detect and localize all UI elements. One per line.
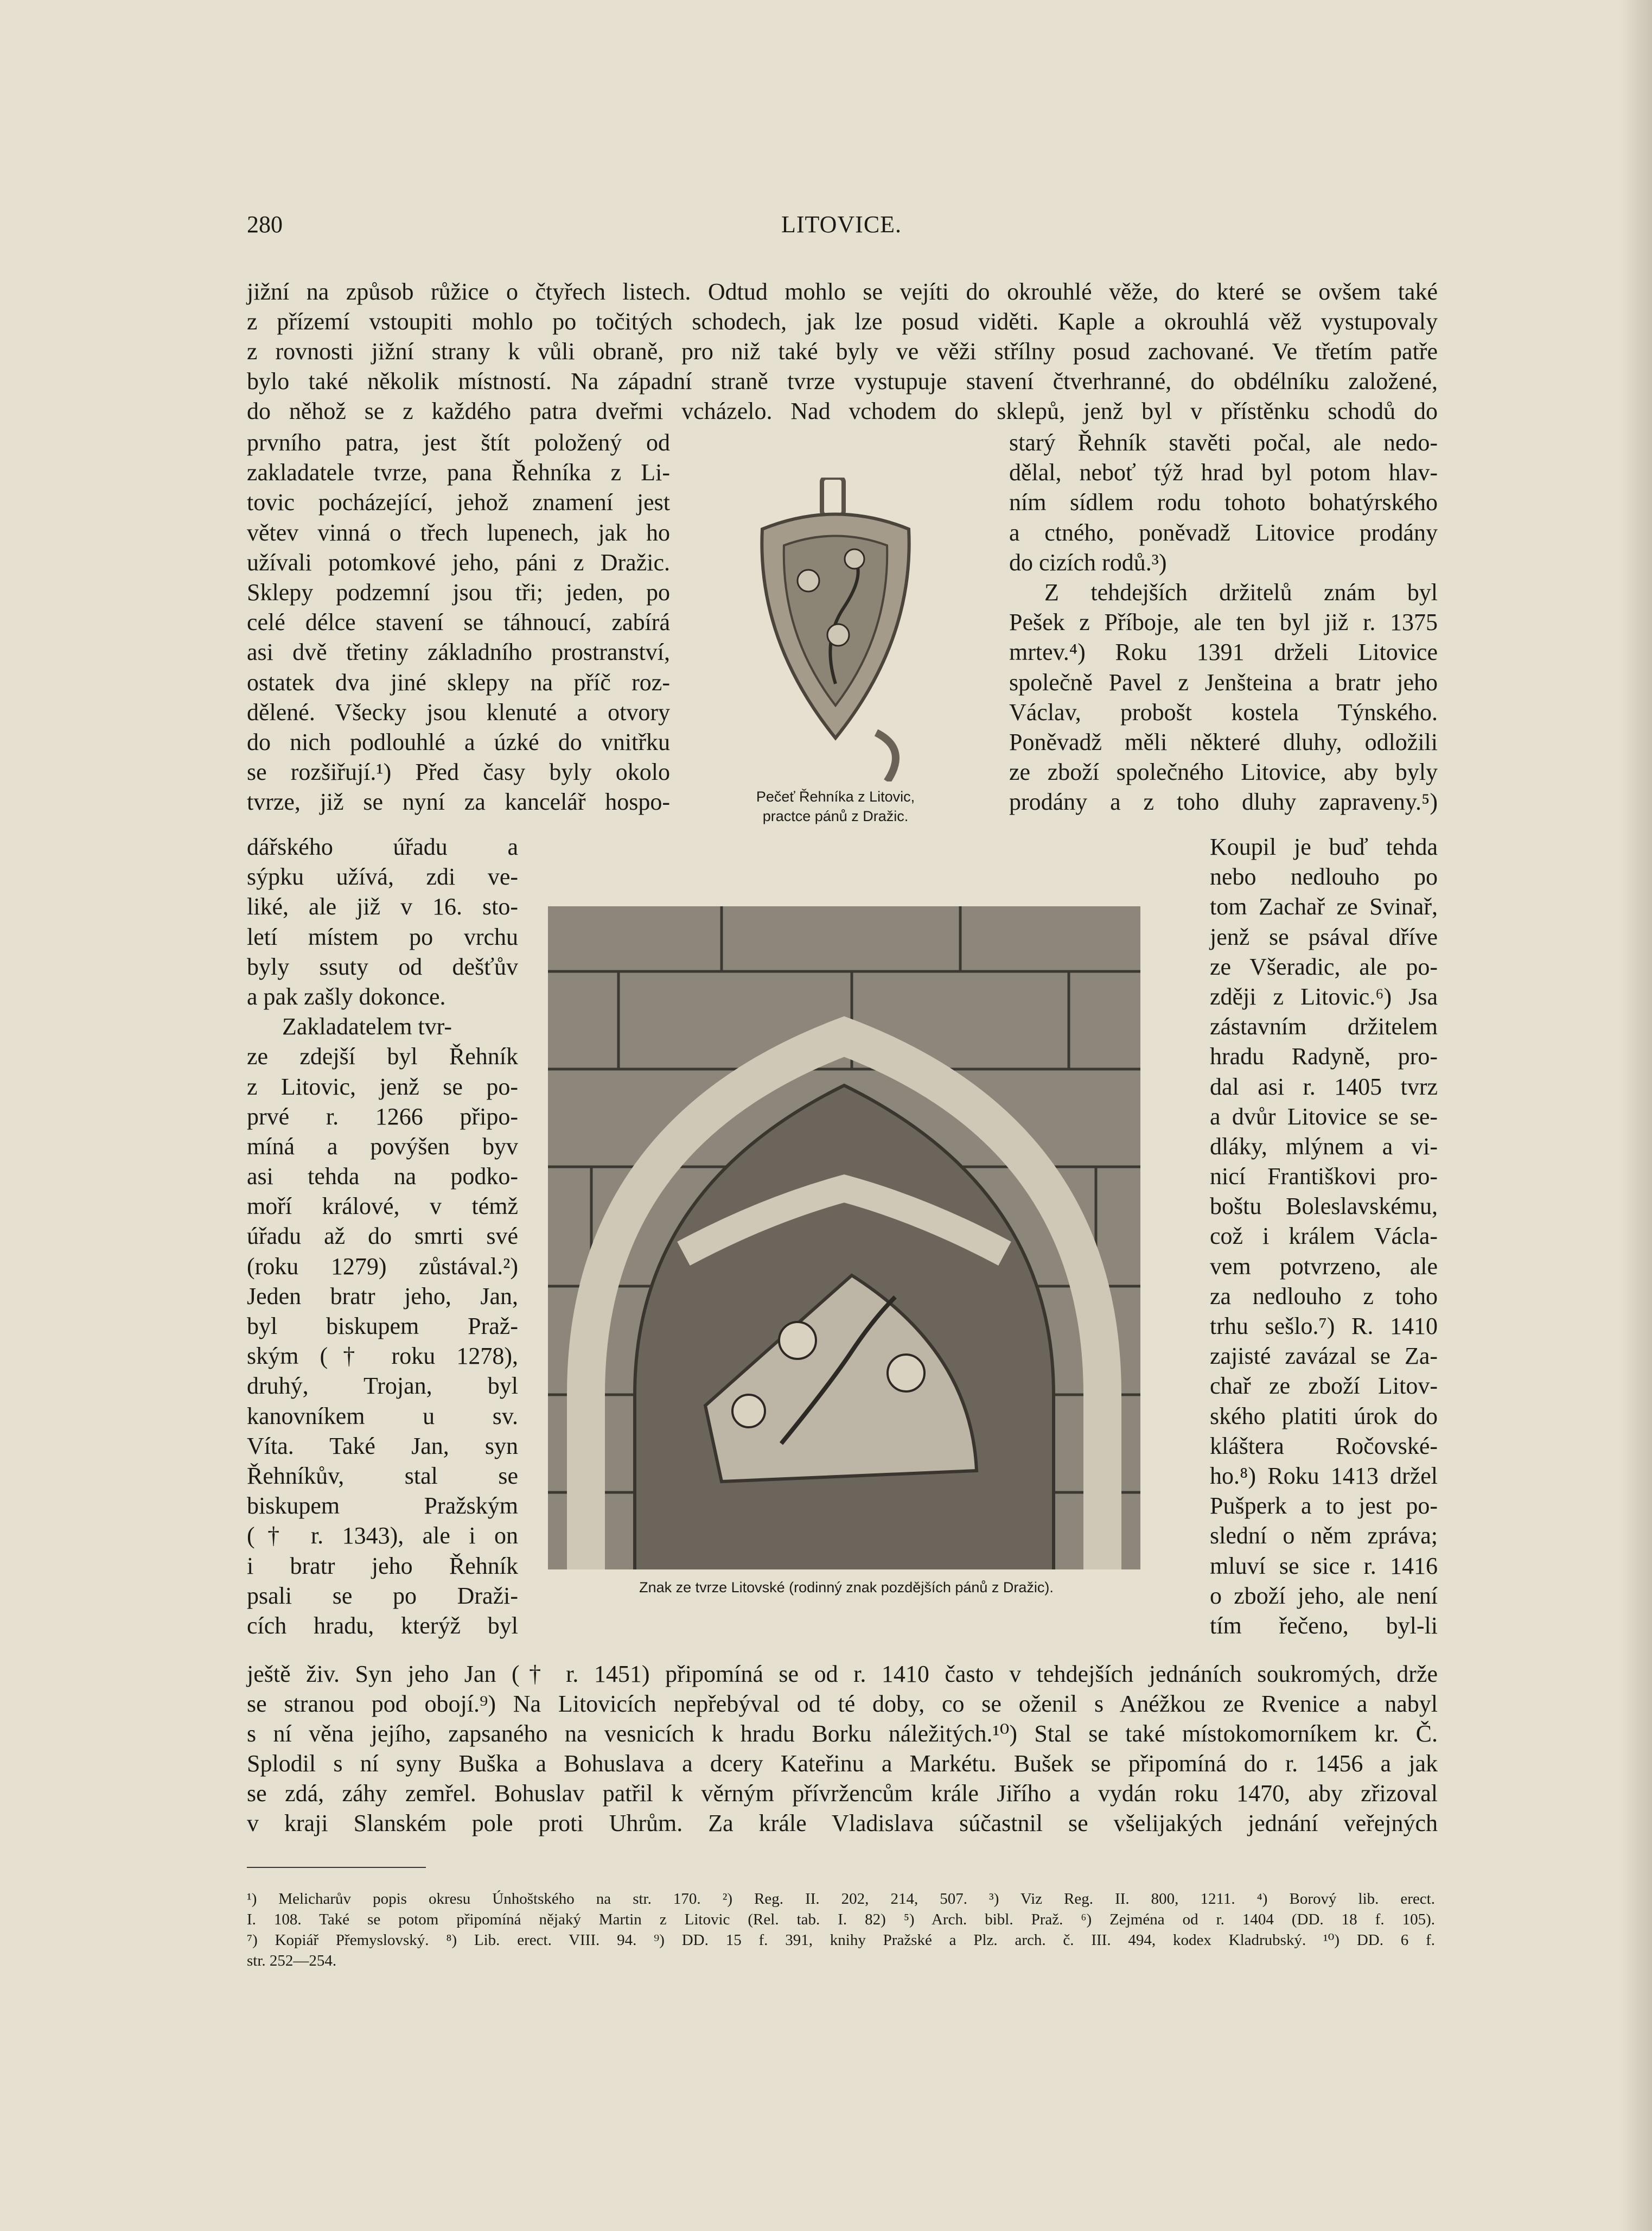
running-title: LITOVICE. xyxy=(781,211,902,238)
text-line: do něhož se z každého patra dveřmi vcházelo. Nad vchodem do sklepů, jenž byl v přístěnku schodů do xyxy=(247,398,1438,424)
left-column-upper xyxy=(247,428,670,817)
text-line: Řehníkův, stal se xyxy=(247,1462,518,1489)
text-line: tvrze, již se nyní za kancelář hospo- xyxy=(247,789,670,816)
text-line: tom Zachař ze Svinař, xyxy=(1210,893,1438,920)
text-line: s ní věna jejího, zapsaného na vesnicích k hradu Borku náležitých.¹⁰) Stal se také místokomorníkem kr. Č. xyxy=(247,1720,1438,1747)
text-line: Pešek z Příboje, ale ten byl již r. 1375 xyxy=(1009,609,1438,636)
text-line: a pak zašly dokonce. xyxy=(247,983,446,1010)
text-line: a dvůr Litovice se se- xyxy=(1210,1103,1438,1130)
top-paragraph xyxy=(247,277,1438,426)
caption-line: practce pánů z Dražic. xyxy=(762,808,909,824)
text-line: dělal, neboť týž hrad byl potom hlav- xyxy=(1009,459,1438,486)
text-line: chař ze zboží Litov- xyxy=(1210,1372,1438,1400)
text-line: sýpku užívá, zdi ve- xyxy=(247,863,518,891)
text-line: ho.⁸) Roku 1413 držel xyxy=(1210,1462,1438,1489)
text-line: z Litovic, jenž se po- xyxy=(247,1073,518,1100)
footnotes xyxy=(247,1889,1435,1971)
footnote-line: str. 252—254. xyxy=(247,1952,337,1969)
text-line: ze zboží společného Litovice, aby byly xyxy=(1009,759,1438,786)
text-line: mrtev.⁴) Roku 1391 drželi Litovice xyxy=(1009,639,1438,666)
text-line: i bratr jeho Řehník xyxy=(247,1552,518,1579)
relief-illustration xyxy=(548,906,1140,1569)
text-line: ského platiti úrok do xyxy=(1210,1402,1438,1429)
text-line: úřadu až do smrti své xyxy=(247,1223,518,1250)
text-line: zakladatele tvrze, pana Řehníka z Li- xyxy=(247,459,670,486)
text-line: větev vinná o třech lupenech, jak ho xyxy=(247,519,670,546)
text-line: tovic pocházející, jehož znamení jest xyxy=(247,489,670,516)
text-line: o zboží jeho, ale není xyxy=(1210,1582,1438,1609)
text-line: asi dvě třetiny základního prostranství, xyxy=(247,639,670,666)
text-line: zději z Litovic.⁶) Jsa xyxy=(1210,983,1438,1010)
text-line: zástavním držitelem xyxy=(1210,1013,1438,1040)
bottom-paragraph xyxy=(247,1659,1438,1838)
text-line: jenž se psával dříve xyxy=(1210,923,1438,950)
text-line: moří králové, v témž xyxy=(247,1193,518,1220)
text-line: ze zdejší byl Řehník xyxy=(247,1043,518,1070)
text-line: z přízemí vstoupiti mohlo po točitých schodech, jak lze posud viděti. Kaple a okrouhlá věž vystupovaly xyxy=(247,308,1438,335)
text-line: (roku 1279) zůstával.²) xyxy=(247,1253,518,1280)
text-line: ním sídlem rodu tohoto bohatýrského xyxy=(1009,489,1438,516)
text-line: celé délce stavení se táhnoucí, zabírá xyxy=(247,609,670,636)
text-line: kláštera Ročovské- xyxy=(1210,1432,1438,1459)
text-line: prvního patra, jest štít položený od xyxy=(247,429,670,456)
text-line: do nich podlouhlé a úzké do vnitřku xyxy=(247,728,670,755)
text-line: ještě živ. Syn jeho Jan († r. 1451) připomíná se od r. 1410 často v tehdejších jednáních soukromých, drže xyxy=(247,1661,1438,1687)
text-line: Zakladatelem tvr- xyxy=(282,1013,452,1040)
text-line: druhý, Trojan, byl xyxy=(247,1372,518,1400)
text-line: prodány a z toho dluhy zapraveny.⁵) xyxy=(1009,789,1438,816)
text-line: tím řečeno, byl-li xyxy=(1210,1612,1438,1639)
text-line: se zdá, záhy zemřel. Bohuslav patřil k věrným přívržencům krále Jiřího a vydán roku 1470, aby zřizoval xyxy=(247,1780,1438,1807)
text-line: jižní na způsob růžice o čtyřech listech. Odtud mohlo se vejíti do okrouhlé věže, do které se ovšem také xyxy=(247,278,1438,305)
footnote-line: I. 108. Také se potom připomíná nějaký Martin z Litovic (Rel. tab. I. 82) ⁵) Arch. bibl. Praž. ⁶) Zejména od r. 1404 (DD. 18 f. 105). xyxy=(247,1911,1435,1928)
text-line: Koupil je buď tehda xyxy=(1210,834,1438,860)
seal-caption xyxy=(700,787,971,826)
text-line: Václav, probošt kostela Týnského. xyxy=(1009,698,1438,726)
text-line: a ctného, poněvadž Litovice prodány xyxy=(1009,519,1438,546)
right-column-upper xyxy=(1009,428,1438,817)
text-line: Pušperk a to jest po- xyxy=(1210,1492,1438,1520)
text-line: letí místem po vrchu xyxy=(247,923,518,950)
text-line: cích hradu, kterýž byl xyxy=(247,1612,518,1639)
text-line: do cizích rodů.³) xyxy=(1009,549,1167,576)
text-line: bylo také několik místností. Na západní straně tvrze vystupuje stavení čtverhranné, do obdélníku založené, xyxy=(247,368,1438,395)
text-line: se rozšiřují.¹) Před časy byly okolo xyxy=(247,759,670,786)
right-column-lower xyxy=(1210,832,1438,1641)
text-line: ze Všeradic, ale po- xyxy=(1210,953,1438,980)
text-line: starý Řehník stavěti počal, ale nedo- xyxy=(1009,429,1438,456)
footnote-line: ⁷) Kopiář Přemyslovský. ⁸) Lib. erect. VIII. 94. ⁹) DD. 15 f. 391, knihy Pražské a Plz. arch. č. III. 494, kodex Kladrubský. ¹⁰) DD. 6 f. xyxy=(247,1931,1435,1949)
text-line: za nedlouho z toho xyxy=(1210,1282,1438,1310)
text-line: Víta. Také Jan, syn xyxy=(247,1432,518,1459)
text-line: Sklepy podzemní jsou tři; jeden, po xyxy=(247,579,670,606)
text-line: dal asi r. 1405 tvrz xyxy=(1210,1073,1438,1100)
text-line: boštu Boleslavskému, xyxy=(1210,1193,1438,1220)
text-line: hradu Radyně, pro- xyxy=(1210,1043,1438,1070)
text-line: asi tehda na podko- xyxy=(247,1163,518,1190)
text-line: prvé r. 1266 připo- xyxy=(247,1103,518,1130)
text-line: trhu sešlo.⁷) R. 1410 xyxy=(1210,1313,1438,1339)
text-line: zajisté zavázal se Za- xyxy=(1210,1343,1438,1370)
text-line: nicí Františkovi pro- xyxy=(1210,1163,1438,1190)
text-line: dláky, mlýnem a vi- xyxy=(1210,1133,1438,1160)
text-line: užívali potomkové jeho, páni z Dražic. xyxy=(247,549,670,576)
relief-caption: Znak ze tvrze Litovské (rodinný znak pozdějších pánů z Dražic). xyxy=(639,1579,1054,1596)
text-line: míná a povýšen byv xyxy=(247,1133,518,1160)
text-line: slední o něm zpráva; xyxy=(1210,1522,1438,1549)
text-line: mluví se sice r. 1416 xyxy=(1210,1552,1438,1579)
text-line: z rovnosti jižní strany k vůli obraně, pro niž také byly ve věži střílny posud zachované. Ve třetím patře xyxy=(247,338,1438,365)
text-line: psali se po Draži- xyxy=(247,1582,518,1609)
text-line: se stranou pod obojí.⁹) Na Litovicích nepřebýval od té doby, co se oženil s Anéžkou ze Rvenice a nabyl xyxy=(247,1690,1438,1717)
text-line: ským († roku 1278), xyxy=(247,1343,518,1370)
text-line: Splodil s ní syny Buška a Bohuslava a dcery Kateřinu a Markétu. Bušek se připomíná do r. 1456 a jak xyxy=(247,1750,1438,1777)
text-line: Jeden bratr jeho, Jan, xyxy=(247,1282,518,1310)
text-line: byl biskupem Praž- xyxy=(247,1313,518,1339)
seal-illustration xyxy=(746,478,925,781)
footnote-line: ¹) Melicharův popis okresu Únhoštského na str. 170. ²) Reg. II. 202, 214, 507. ³) Viz Reg. II. 800, 1211. ⁴) Borový lib. erect. xyxy=(247,1890,1435,1908)
left-column-lower xyxy=(247,832,518,1641)
text-line: ostatek dva jiné sklepy na příč roz- xyxy=(247,669,670,696)
text-line: liké, ale již v 16. sto- xyxy=(247,893,518,920)
text-line: vem potvrzeno, ale xyxy=(1210,1253,1438,1280)
text-line: († r. 1343), ale i on xyxy=(247,1522,518,1549)
text-line: v kraji Slanském pole proti Uhrům. Za krále Vladislava súčastnil se všelijakých jednání veřejných xyxy=(247,1810,1438,1836)
text-line: dářského úřadu a xyxy=(247,834,518,860)
footnote-divider xyxy=(247,1867,426,1868)
text-line: což i králem Václa- xyxy=(1210,1223,1438,1250)
text-line: nebo nedlouho po xyxy=(1210,863,1438,891)
text-line: byly ssuty od dešťův xyxy=(247,953,518,980)
text-line: biskupem Pražským xyxy=(247,1492,518,1520)
text-line: společně Pavel z Jenšteina a bratr jeho xyxy=(1009,669,1438,696)
text-line: Z tehdejších držitelů znám byl xyxy=(1044,579,1438,606)
caption-line: Pečeť Řehníka z Litovic, xyxy=(756,789,915,805)
text-line: dělené. Všecky jsou klenuté a otvory xyxy=(247,698,670,726)
page-edge-shadow xyxy=(1619,0,1652,2231)
page-number: 280 xyxy=(247,211,283,238)
text-line: Poněvadž měli některé dluhy, odložili xyxy=(1009,728,1438,755)
text-line: kanovníkem u sv. xyxy=(247,1402,518,1429)
